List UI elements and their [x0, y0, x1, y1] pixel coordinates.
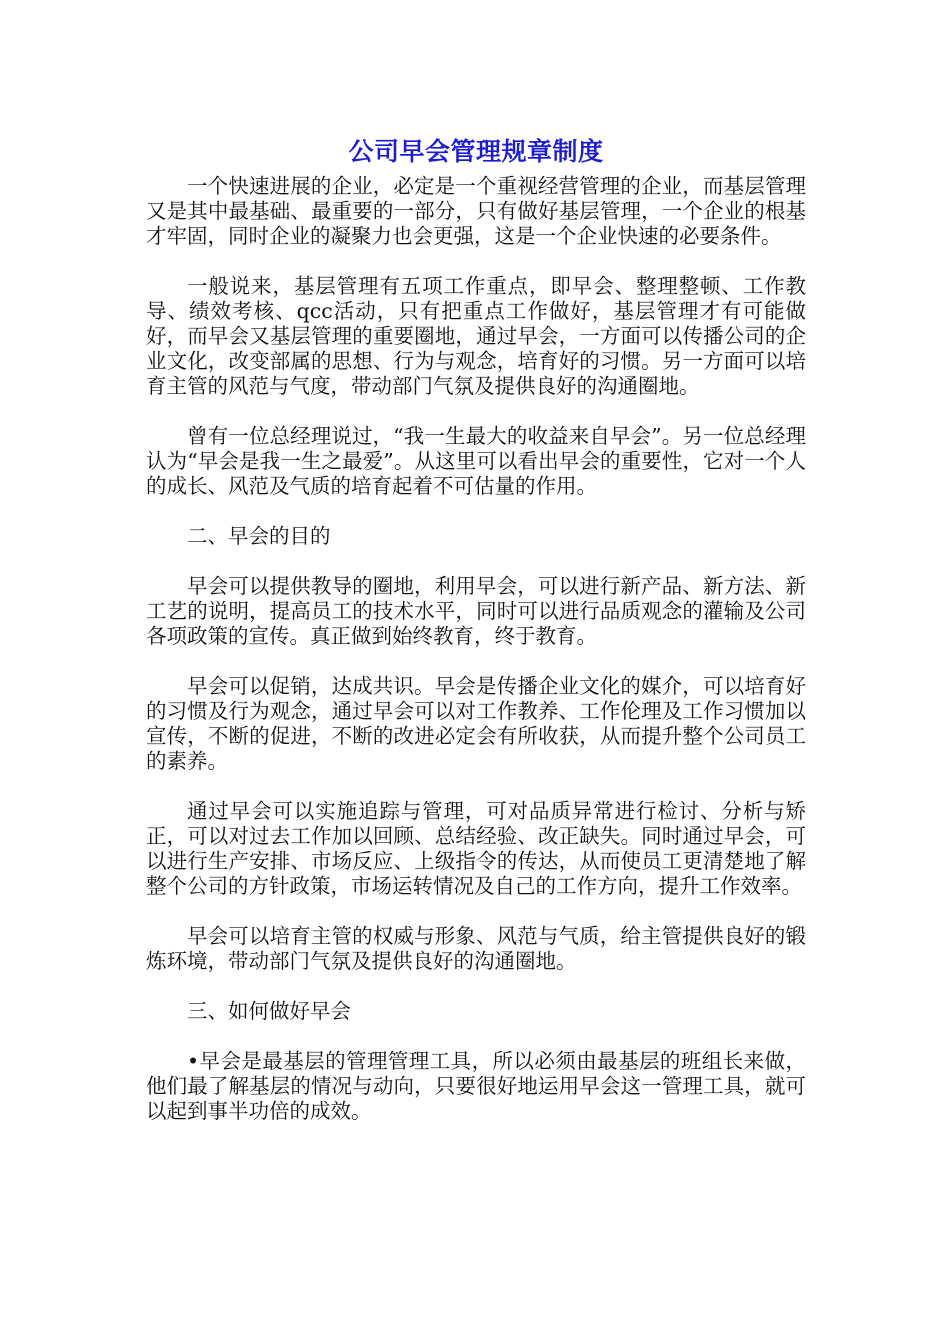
- paragraph-purpose-training: 早会可以提供教导的圈地，利用早会，可以进行新产品、新方法、新工艺的说明，提高员工的技术水平，同时可以进行品质观念的灌输及公司各项政策的宣传。真正做到始终教育，终于教育。: [146, 574, 806, 648]
- document-title: 公司早会管理规章制度: [348, 137, 604, 166]
- paragraph-purpose-consensus: 早会可以促销，达成共识。早会是传播企业文化的媒介，可以培育好的习惯及行为观念，通过早会可以对工作教养、工作伦理及工作习惯加以宣传，不断的促进，不断的改进必定会有所收获，从而提升整个公司员工的素养。: [146, 674, 806, 773]
- paragraph-purpose-tracking: 通过早会可以实施追踪与管理，可对品质异常进行检讨、分析与矫正，可以对过去工作加以回顾、总结经验、改正缺失。同时通过早会，可以进行生产安排、市场反应、上级指令的传达，从而使员工更清楚地了解整个公司的方针政策，市场运转情况及自己的工作方向，提升工作效率。: [146, 799, 806, 898]
- paragraph-quote: 曾有一位总经理说过，“我一生最大的收益来自早会”。另一位总经理认为“早会是我一生之最爱”。从这里可以看出早会的重要性，它对一个人的成长、风范及气质的培育起着不可估量的作用。: [146, 424, 806, 498]
- section-heading-purpose: 二、早会的目的: [187, 524, 331, 548]
- paragraph-intro: 一个快速进展的企业，必定是一个重视经营管理的企业，而基层管理又是其中最基础、最重要的一部分，只有做好基层管理，一个企业的根基才牢固，同时企业的凝聚力也会更强，这是一个企业快速的必要条件。: [146, 174, 806, 248]
- paragraph-purpose-leadership: 早会可以培育主管的权威与形象、风范与气质，给主管提供良好的锻炼环境，带动部门气氛及提供良好的沟通圈地。: [146, 924, 806, 973]
- section-heading-how-to: 三、如何做好早会: [187, 999, 351, 1023]
- document-body: [146, 134, 806, 1149]
- paragraph-how-to-bullet: •早会是最基层的管理管理工具，所以必须由最基层的班组长来做，他们最了解基层的情况与动向，只要很好地运用早会这一管理工具，就可以起到事半功倍的成效。: [146, 1049, 806, 1123]
- paragraph-key-points: 一般说来，基层管理有五项工作重点，即早会、整理整顿、工作教导、绩效考核、qcc活动，只有把重点工作做好，基层管理才有可能做好，而早会又基层管理的重要圈地，通过早会，一方面可以传播公司的企业文化，改变部属的思想、行为与观念，培育好的习惯。另一方面可以培育主管的风范与气度，带动部门气氛及提供良好的沟通圈地。: [146, 274, 806, 398]
